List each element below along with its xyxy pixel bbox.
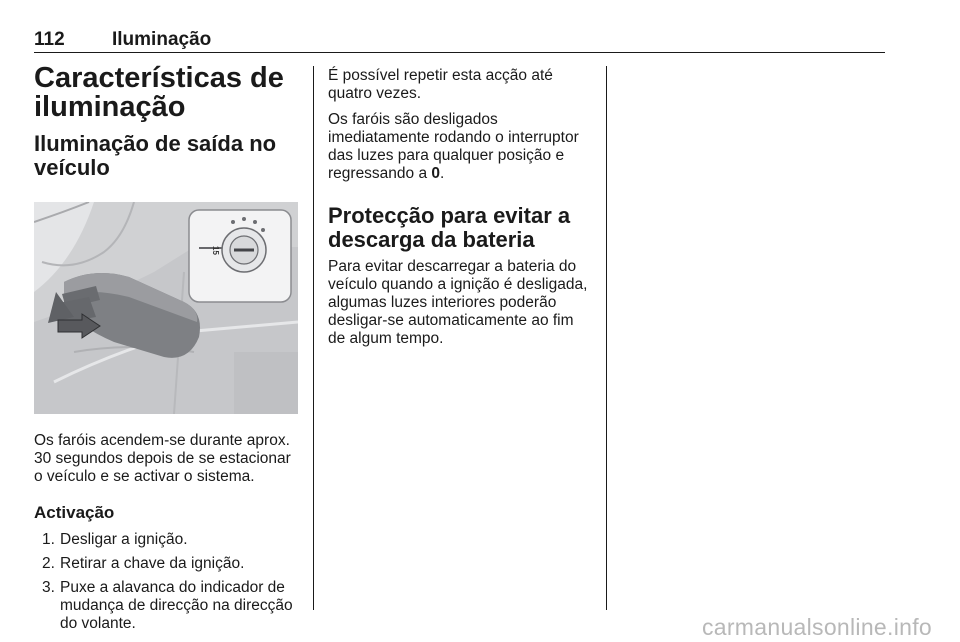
- column-1: [34, 64, 300, 639]
- repeat-paragraph: É possível repetir esta acção até quatro vezes.: [328, 67, 553, 102]
- switch-off-paragraph: Os faróis são desligados imediatamente rodando o interruptor das luzes para qualquer posição e regressando a 0.: [328, 111, 579, 182]
- figure-label: 15: [211, 246, 220, 255]
- intro-paragraph: Os faróis acendem-se durante aprox. 30 segundos depois de se estacionar o veículo e se activar o sistema.: [34, 432, 291, 485]
- activation-steps: [34, 531, 300, 633]
- page-number: 112: [34, 29, 65, 50]
- light-switch-illustration: [34, 202, 298, 414]
- step-item: 2. Retirar a chave da ignição.: [42, 555, 245, 572]
- activation-heading: Activação: [34, 503, 115, 522]
- subsection-title: Iluminação de saída no veículo: [34, 131, 277, 180]
- section-title: Características de iluminação: [34, 62, 284, 123]
- column-divider-left: [313, 66, 314, 610]
- watermark: carmanualsonline.info: [701, 614, 932, 640]
- column-divider-right: [606, 66, 607, 610]
- battery-paragraph: Para evitar descarregar a bateria do veículo quando a ignição é desligada, algumas luzes interiores poderão desligar-se automaticamente ao fim de algum tempo.: [328, 258, 588, 347]
- step-item: 3. Puxe a alavanca do indicador de mudança de direcção na direcção do volante.: [42, 579, 293, 632]
- illustration-graphic: [34, 202, 298, 414]
- page-header: [34, 26, 885, 53]
- running-title: Iluminação: [112, 29, 212, 50]
- step-item: 1. Desligar a ignição.: [42, 531, 188, 548]
- column-2: [328, 64, 594, 348]
- battery-heading: Protecção para evitar a descarga da bateria: [328, 203, 571, 252]
